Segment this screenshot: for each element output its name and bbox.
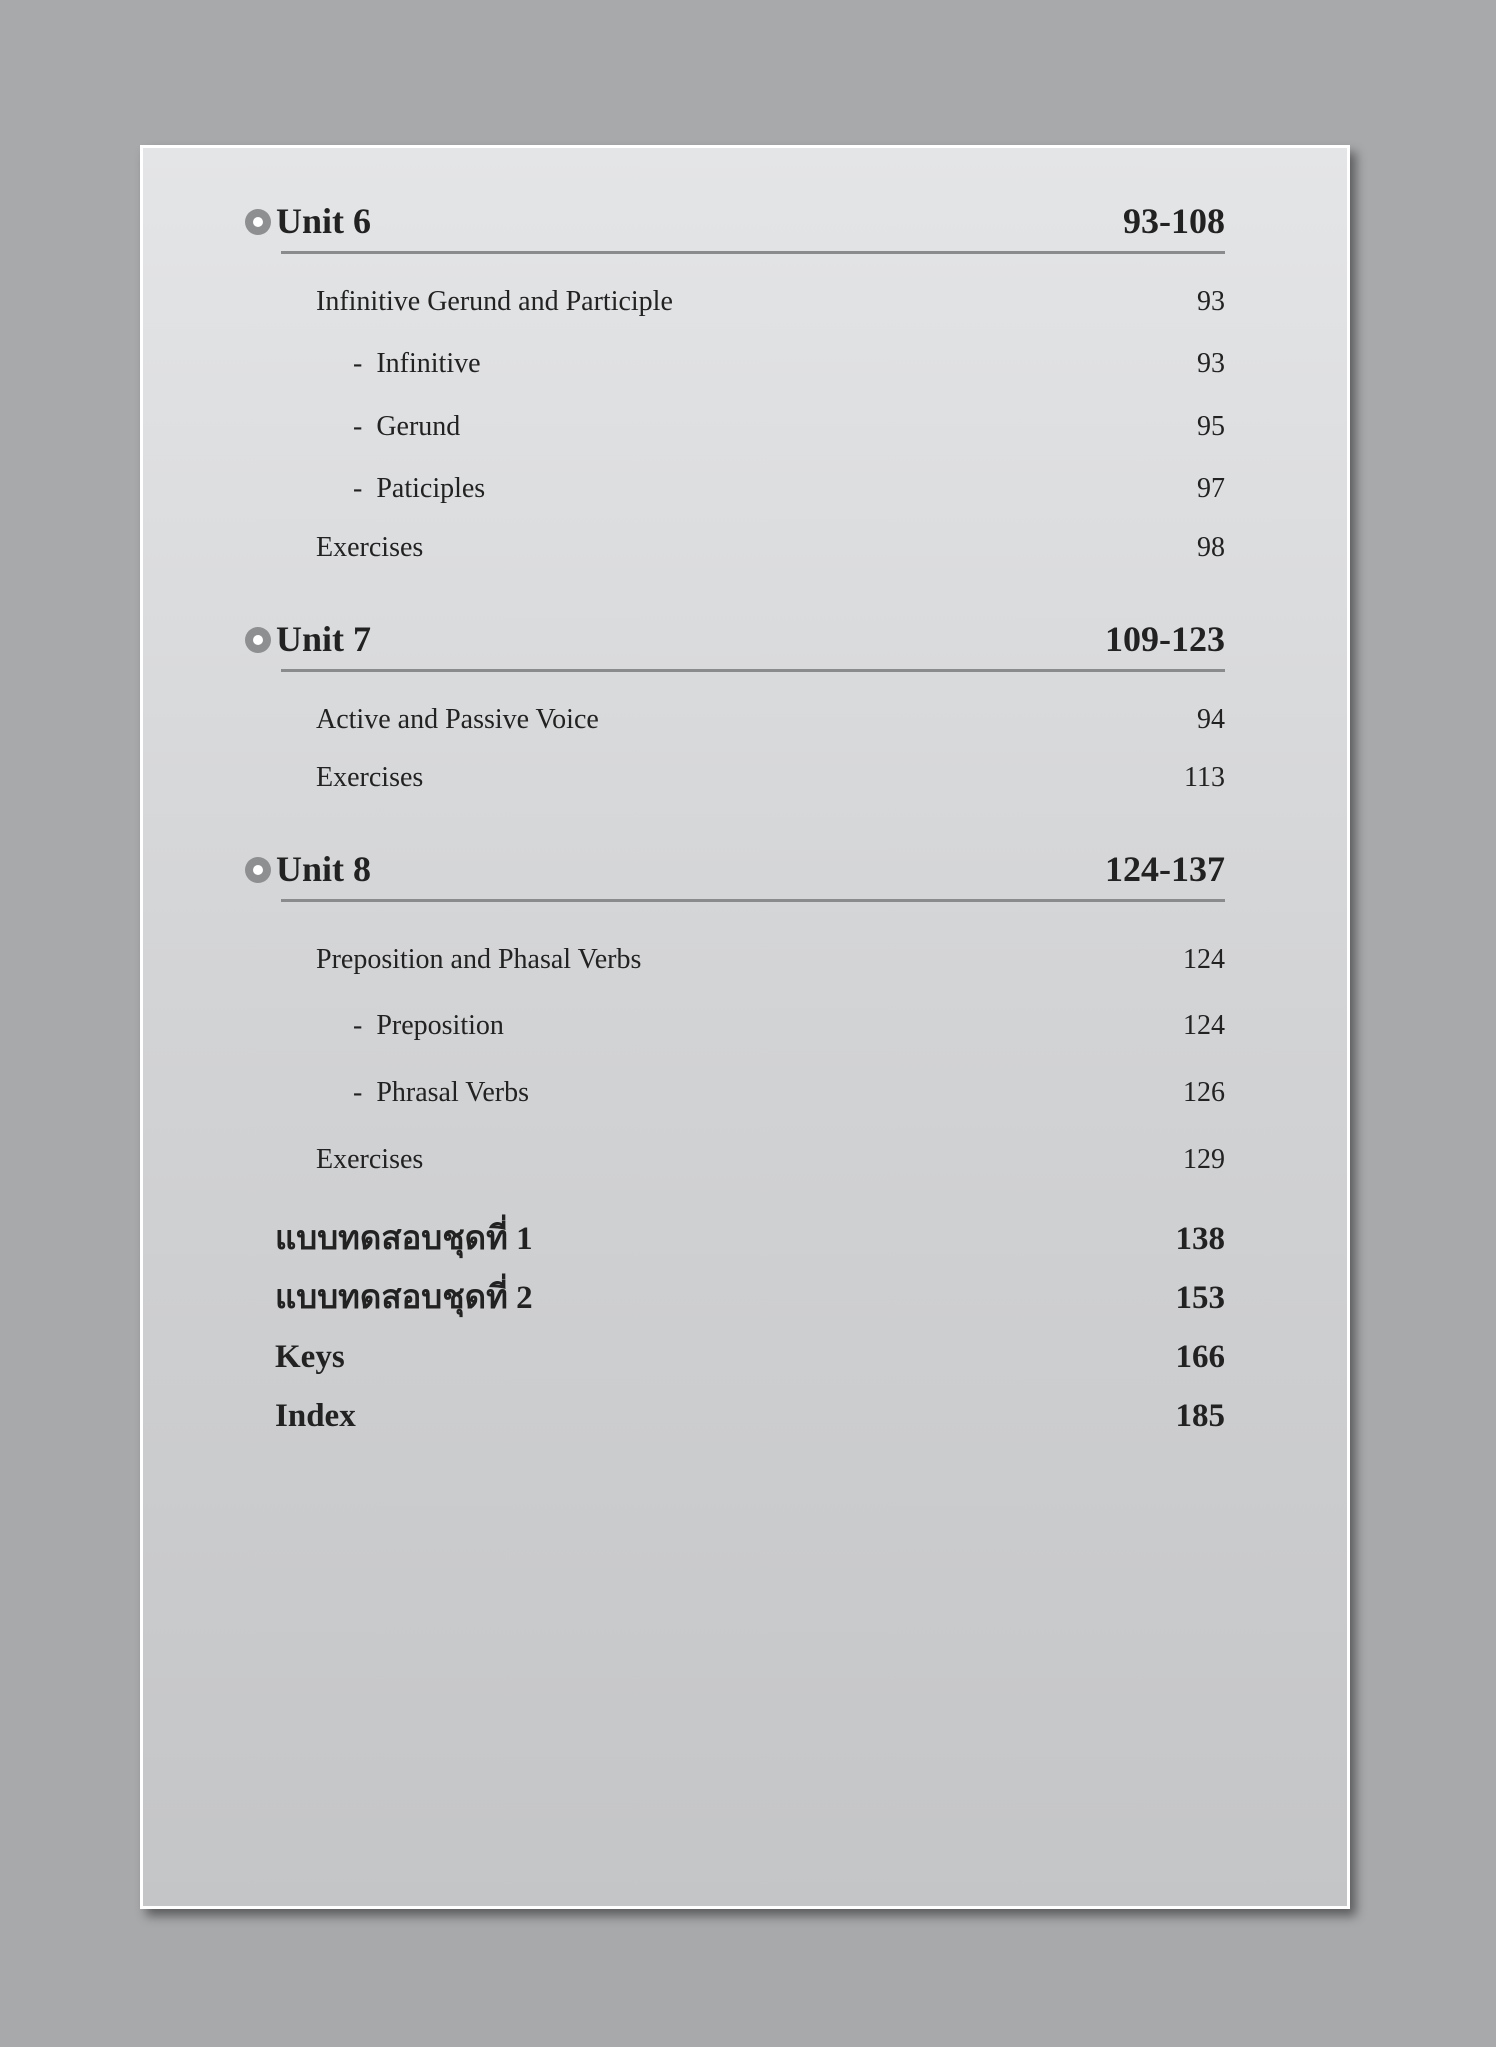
entry-dash: -: [353, 1010, 363, 1041]
unit-divider: [281, 899, 1225, 902]
toc-entry: [143, 528, 1353, 568]
entry-label: Paticiples: [376, 473, 486, 504]
entry-label: Preposition: [376, 1010, 504, 1041]
entry-label: Exercises: [316, 762, 424, 793]
entry-dash: -: [353, 348, 363, 379]
toc-subentry: [143, 407, 1353, 447]
unit-heading: [143, 193, 1353, 253]
toc-entry: [143, 940, 1353, 980]
toc-subentry: [143, 1006, 1353, 1046]
entry-label: Exercises: [316, 1144, 424, 1175]
toc-entry: [143, 758, 1353, 798]
entry-page: 93: [1197, 348, 1225, 379]
toc-entry: [143, 700, 1353, 740]
unit-divider: [281, 669, 1225, 672]
unit-divider: [281, 251, 1225, 254]
circle-bullet-icon: [245, 209, 271, 235]
section-label: Index: [275, 1398, 356, 1434]
section-page: 138: [1175, 1221, 1225, 1257]
entry-label: Preposition and Phasal Verbs: [316, 944, 642, 975]
entry-label: Phrasal Verbs: [376, 1077, 530, 1108]
toc-section-entry: [143, 1215, 1353, 1263]
section-label: แบบทดสอบชุดที่ 2: [275, 1280, 533, 1316]
entry-page: 124: [1183, 1010, 1225, 1041]
toc-subentry: [143, 469, 1353, 509]
entry-dash: -: [353, 411, 363, 442]
entry-page: 95: [1197, 411, 1225, 442]
section-label: Keys: [275, 1339, 345, 1375]
unit-title: Unit 7: [276, 619, 372, 659]
entry-page: 93: [1197, 286, 1225, 317]
toc-entry: [143, 1140, 1353, 1180]
toc-subentry: [143, 1073, 1353, 1113]
entry-page: 94: [1197, 704, 1225, 735]
unit-page-range: 93-108: [1123, 201, 1225, 241]
entry-dash: -: [353, 1077, 363, 1108]
entry-page: 124: [1183, 944, 1225, 975]
unit-title: Unit 8: [276, 849, 372, 889]
unit-heading: [143, 841, 1353, 901]
entry-page: 129: [1183, 1144, 1225, 1175]
section-label: แบบทดสอบชุดที่ 1: [275, 1221, 533, 1257]
toc-page: [140, 145, 1350, 1909]
unit-title: Unit 6: [276, 201, 372, 241]
entry-page: 97: [1197, 473, 1225, 504]
entry-label: Infinitive: [376, 348, 481, 379]
circle-bullet-icon: [245, 857, 271, 883]
section-page: 166: [1175, 1339, 1225, 1375]
entry-label: Active and Passive Voice: [316, 704, 599, 735]
entry-label: Exercises: [316, 532, 424, 563]
unit-page-range: 109-123: [1105, 619, 1225, 659]
entry-page: 126: [1183, 1077, 1225, 1108]
toc-entry: [143, 282, 1353, 322]
toc-subentry: [143, 344, 1353, 384]
section-page: 185: [1175, 1398, 1225, 1434]
entry-dash: -: [353, 473, 363, 504]
circle-bullet-icon: [245, 627, 271, 653]
unit-heading: [143, 611, 1353, 671]
entry-page: 113: [1184, 762, 1225, 793]
entry-page: 98: [1197, 532, 1225, 563]
entry-label: Infinitive Gerund and Participle: [316, 286, 673, 317]
entry-label: Gerund: [376, 411, 461, 442]
toc-section-entry: [143, 1274, 1353, 1322]
section-page: 153: [1175, 1280, 1225, 1316]
unit-page-range: 124-137: [1105, 849, 1225, 889]
toc-section-entry: [143, 1333, 1353, 1381]
toc-section-entry: [143, 1392, 1353, 1440]
